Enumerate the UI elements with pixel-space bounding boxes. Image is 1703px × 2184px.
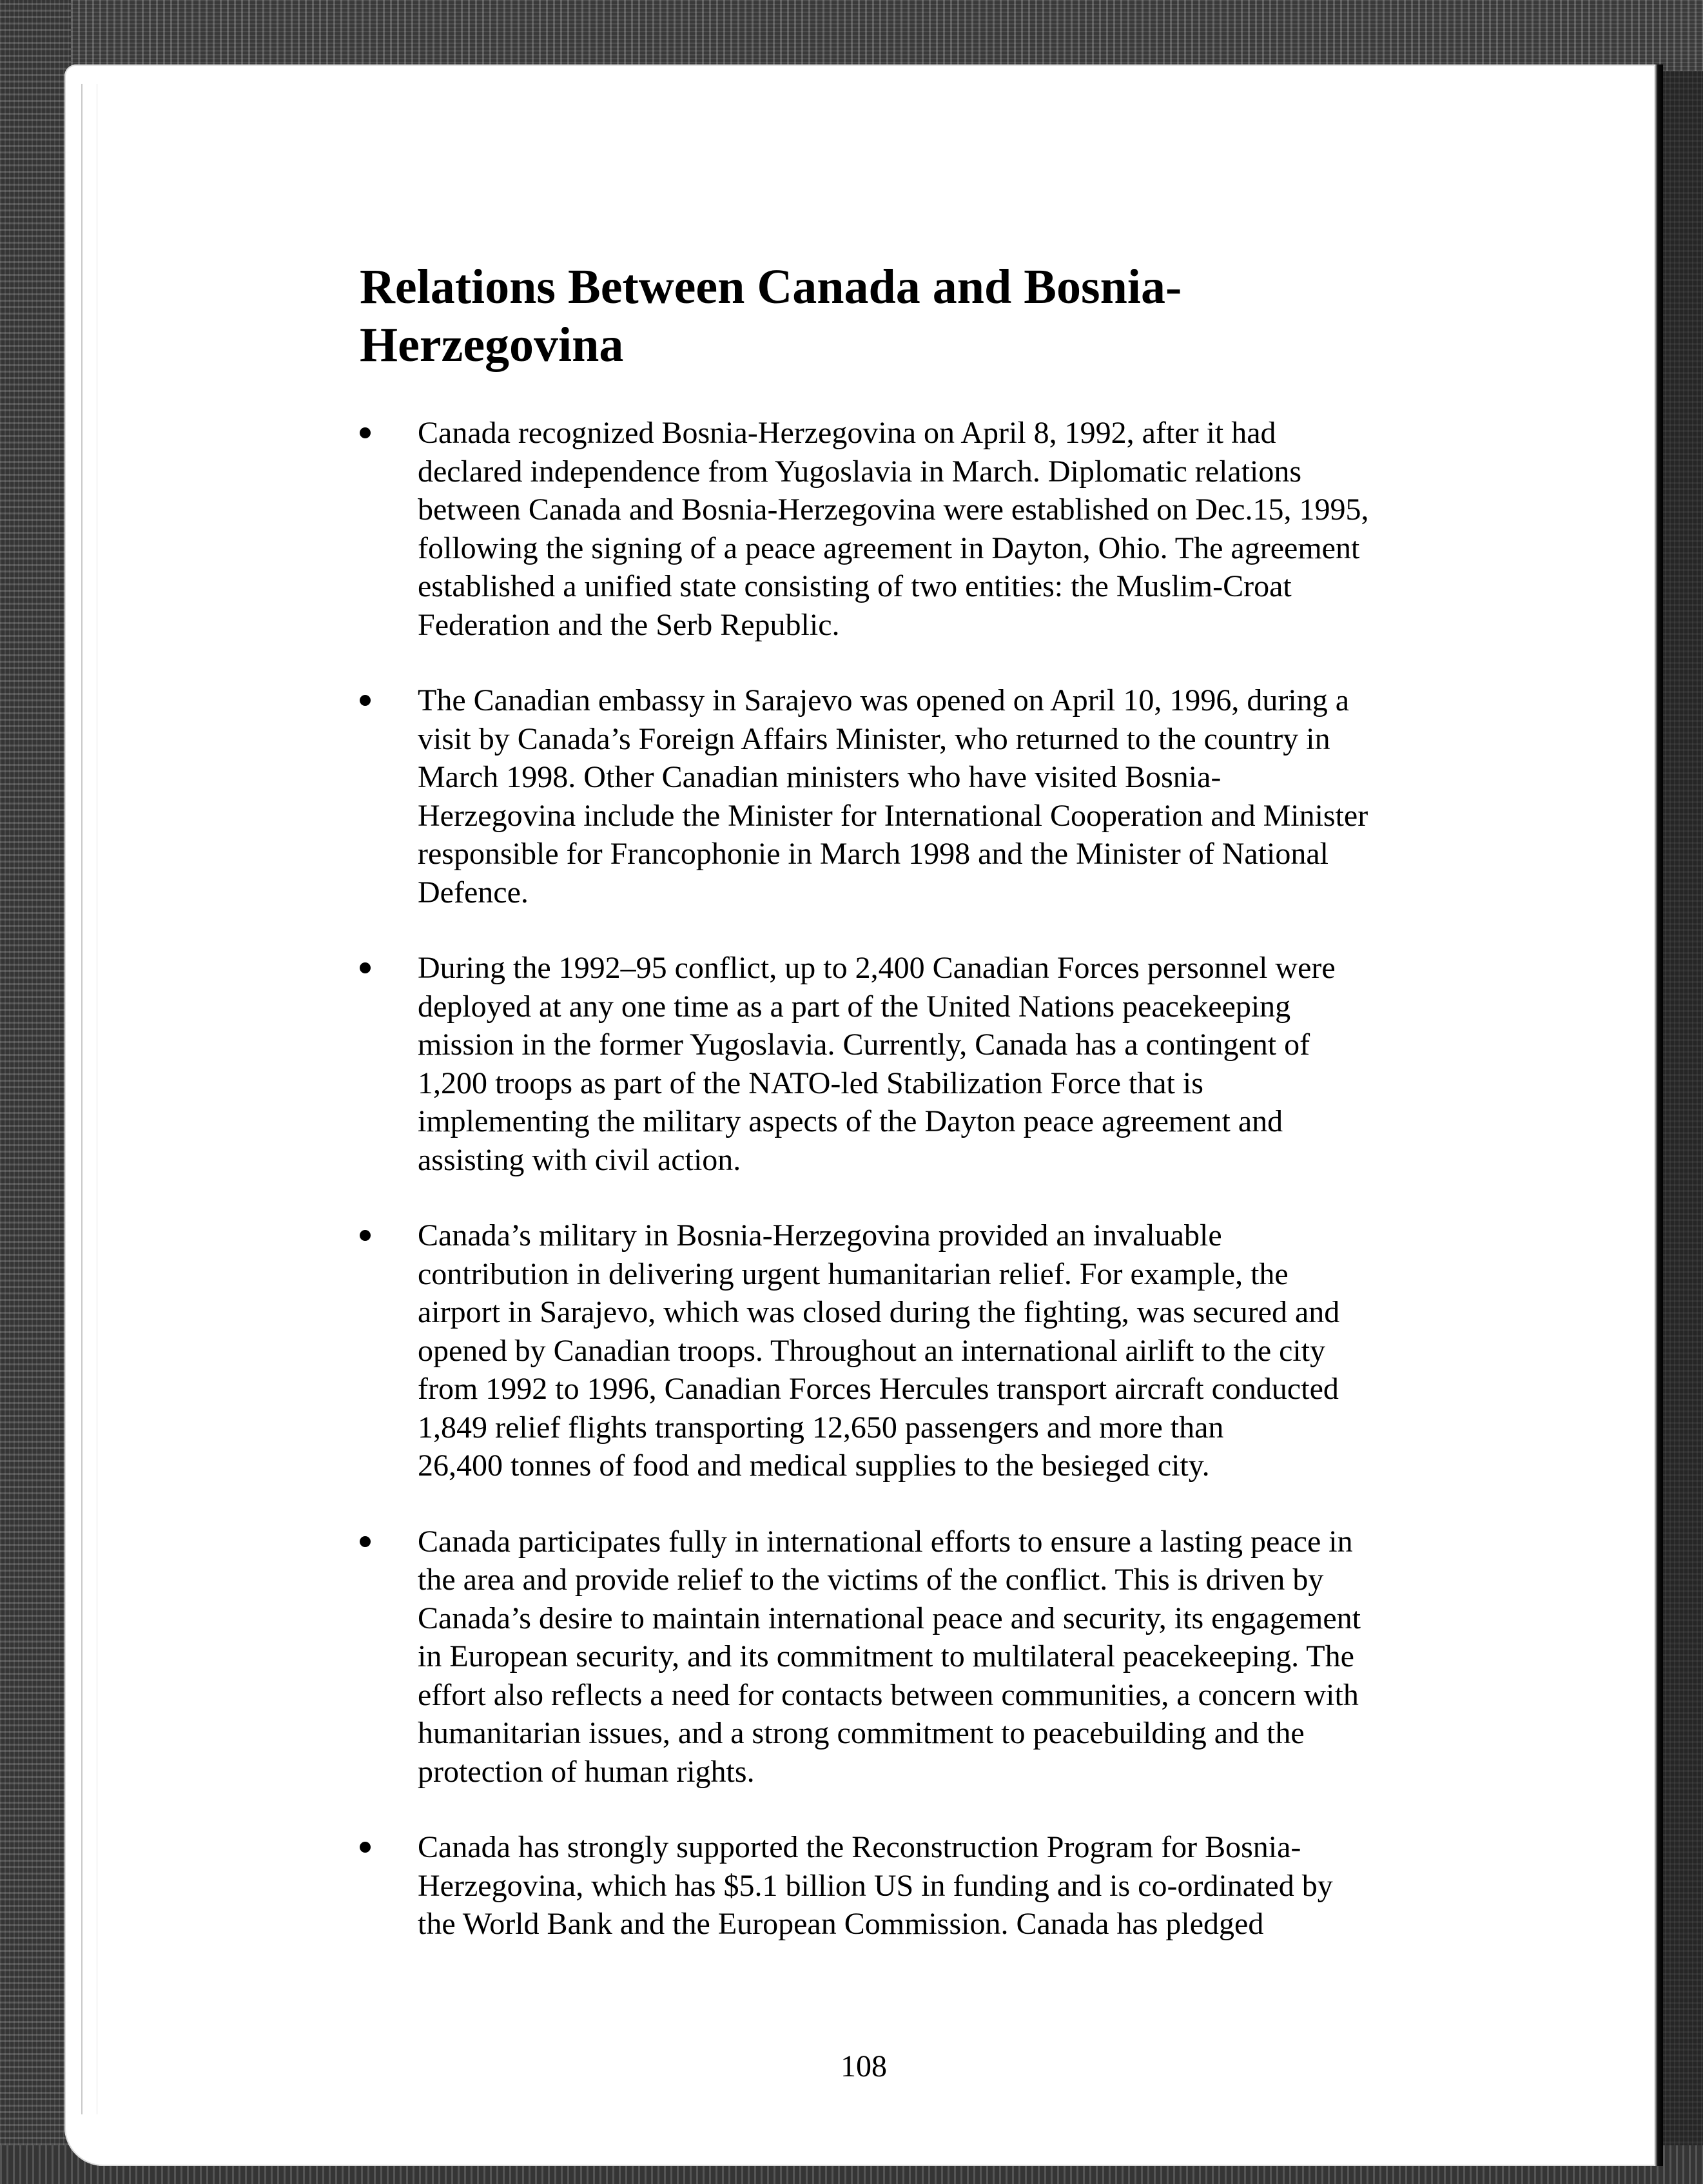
title-line: Herzegovina	[360, 318, 624, 372]
bullet-item	[360, 949, 1494, 1179]
document-page	[64, 64, 1663, 2166]
bullet-dot-icon	[360, 427, 371, 438]
page-edge-shadow	[1654, 64, 1663, 2166]
page-title	[360, 258, 1262, 374]
bullet-text-line: the area and provide relief to the victims of the conflict. This is driven by	[418, 1563, 1324, 1597]
bullet-text-line: 1,849 relief flights transporting 12,650 passengers and more than	[418, 1410, 1224, 1445]
bullet-dot-icon	[360, 1230, 371, 1241]
bullet-dot-icon	[360, 1842, 371, 1853]
bullet-text-line: the World Bank and the European Commission. Canada has pledged	[418, 1907, 1264, 1941]
bullet-item	[360, 681, 1494, 912]
bullet-text-line: between Canada and Bosnia-Herzegovina were established on Dec.15, 1995,	[418, 492, 1369, 527]
bullet-text-line: contribution in delivering urgent humanitarian relief. For example, the	[418, 1256, 1289, 1291]
binding-margin	[81, 84, 97, 2114]
page-number: 108	[841, 2049, 887, 2083]
page-content	[360, 258, 1494, 1981]
bullet-text-line: Canada’s desire to maintain international peace and security, its engagement	[418, 1601, 1361, 1635]
bullet-text-line: Defence.	[418, 875, 529, 910]
bullet-text-line: assisting with civil action.	[418, 1142, 741, 1177]
bullet-dot-icon	[360, 695, 371, 706]
bullet-text-line: effort also reflects a need for contacts between communities, a concern with	[418, 1677, 1359, 1712]
bullet-text-line: During the 1992–95 conflict, up to 2,400 Canadian Forces personnel were	[418, 951, 1336, 985]
bullet-text-line: Herzegovina include the Minister for International Cooperation and Minister	[418, 798, 1368, 833]
bullet-item	[360, 414, 1494, 644]
bullet-text-line: deployed at any one time as a part of the United Nations peacekeeping	[418, 989, 1291, 1024]
bullet-text-line: The Canadian embassy in Sarajevo was opened on April 10, 1996, during a	[418, 683, 1350, 717]
bullet-text-line: following the signing of a peace agreement in Dayton, Ohio. The agreement	[418, 531, 1360, 565]
bullet-text-line: humanitarian issues, and a strong commitment to peacebuilding and the	[418, 1716, 1305, 1750]
bullet-text-line: 26,400 tonnes of food and medical supplies to the besieged city.	[418, 1448, 1210, 1483]
bullet-text	[418, 1523, 1494, 1791]
bullet-dot-icon	[360, 1536, 371, 1547]
bullet-item	[360, 1523, 1494, 1791]
title-line: Relations Between Canada and Bosnia-	[360, 260, 1182, 314]
bullet-text-line: protection of human rights.	[418, 1754, 755, 1789]
bullet-dot-icon	[360, 962, 371, 973]
bullet-text	[418, 1828, 1494, 1944]
bullet-text	[418, 949, 1494, 1179]
bullet-text-line: visit by Canada’s Foreign Affairs Minister, who returned to the country in	[418, 721, 1330, 756]
bullet-item	[360, 1828, 1494, 1944]
bullet-text-line: airport in Sarajevo, which was closed during the fighting, was secured and	[418, 1295, 1340, 1329]
bullet-text-line: March 1998. Other Canadian ministers who have visited Bosnia-	[418, 760, 1221, 794]
bullet-text-line: Canada’s military in Bosnia-Herzegovina provided an invaluable	[418, 1218, 1222, 1253]
bullet-text-line: established a unified state consisting of two entities: the Muslim-Croat	[418, 569, 1292, 603]
bullet-text-line: Federation and the Serb Republic.	[418, 607, 840, 642]
bullet-text-line: Canada recognized Bosnia-Herzegovina on April 8, 1992, after it had	[418, 416, 1276, 450]
scan-top-edge	[0, 0, 1703, 71]
bullet-text-line: Herzegovina, which has $5.1 billion US in funding and is co-ordinated by	[418, 1868, 1333, 1903]
bullet-text-line: Canada participates fully in international efforts to ensure a lasting peace in	[418, 1524, 1353, 1559]
bullet-text-line: Canada has strongly supported the Reconstruction Program for Bosnia-	[418, 1830, 1301, 1864]
bullet-text-line: 1,200 troops as part of the NATO-led Stabilization Force that is	[418, 1066, 1203, 1100]
scan-left-edge	[0, 0, 71, 2184]
bullet-item	[360, 1216, 1494, 1485]
bullet-text	[418, 414, 1494, 644]
bullet-text-line: declared independence from Yugoslavia in March. Diplomatic relations	[418, 454, 1302, 489]
bullet-text-line: implementing the military aspects of the Dayton peace agreement and	[418, 1104, 1283, 1138]
bullet-text-line: responsible for Francophonie in March 1998 and the Minister of National	[418, 837, 1328, 871]
bullet-text	[418, 681, 1494, 912]
bullet-text	[418, 1216, 1494, 1485]
bullet-text-line: in European security, and its commitment to multilateral peacekeeping. The	[418, 1639, 1354, 1673]
bullet-text-line: opened by Canadian troops. Throughout an international airlift to the city	[418, 1333, 1326, 1368]
bullet-list	[360, 414, 1494, 1944]
bullet-text-line: from 1992 to 1996, Canadian Forces Hercules transport aircraft conducted	[418, 1372, 1339, 1406]
bullet-text-line: mission in the former Yugoslavia. Currently, Canada has a contingent of	[418, 1028, 1310, 1062]
